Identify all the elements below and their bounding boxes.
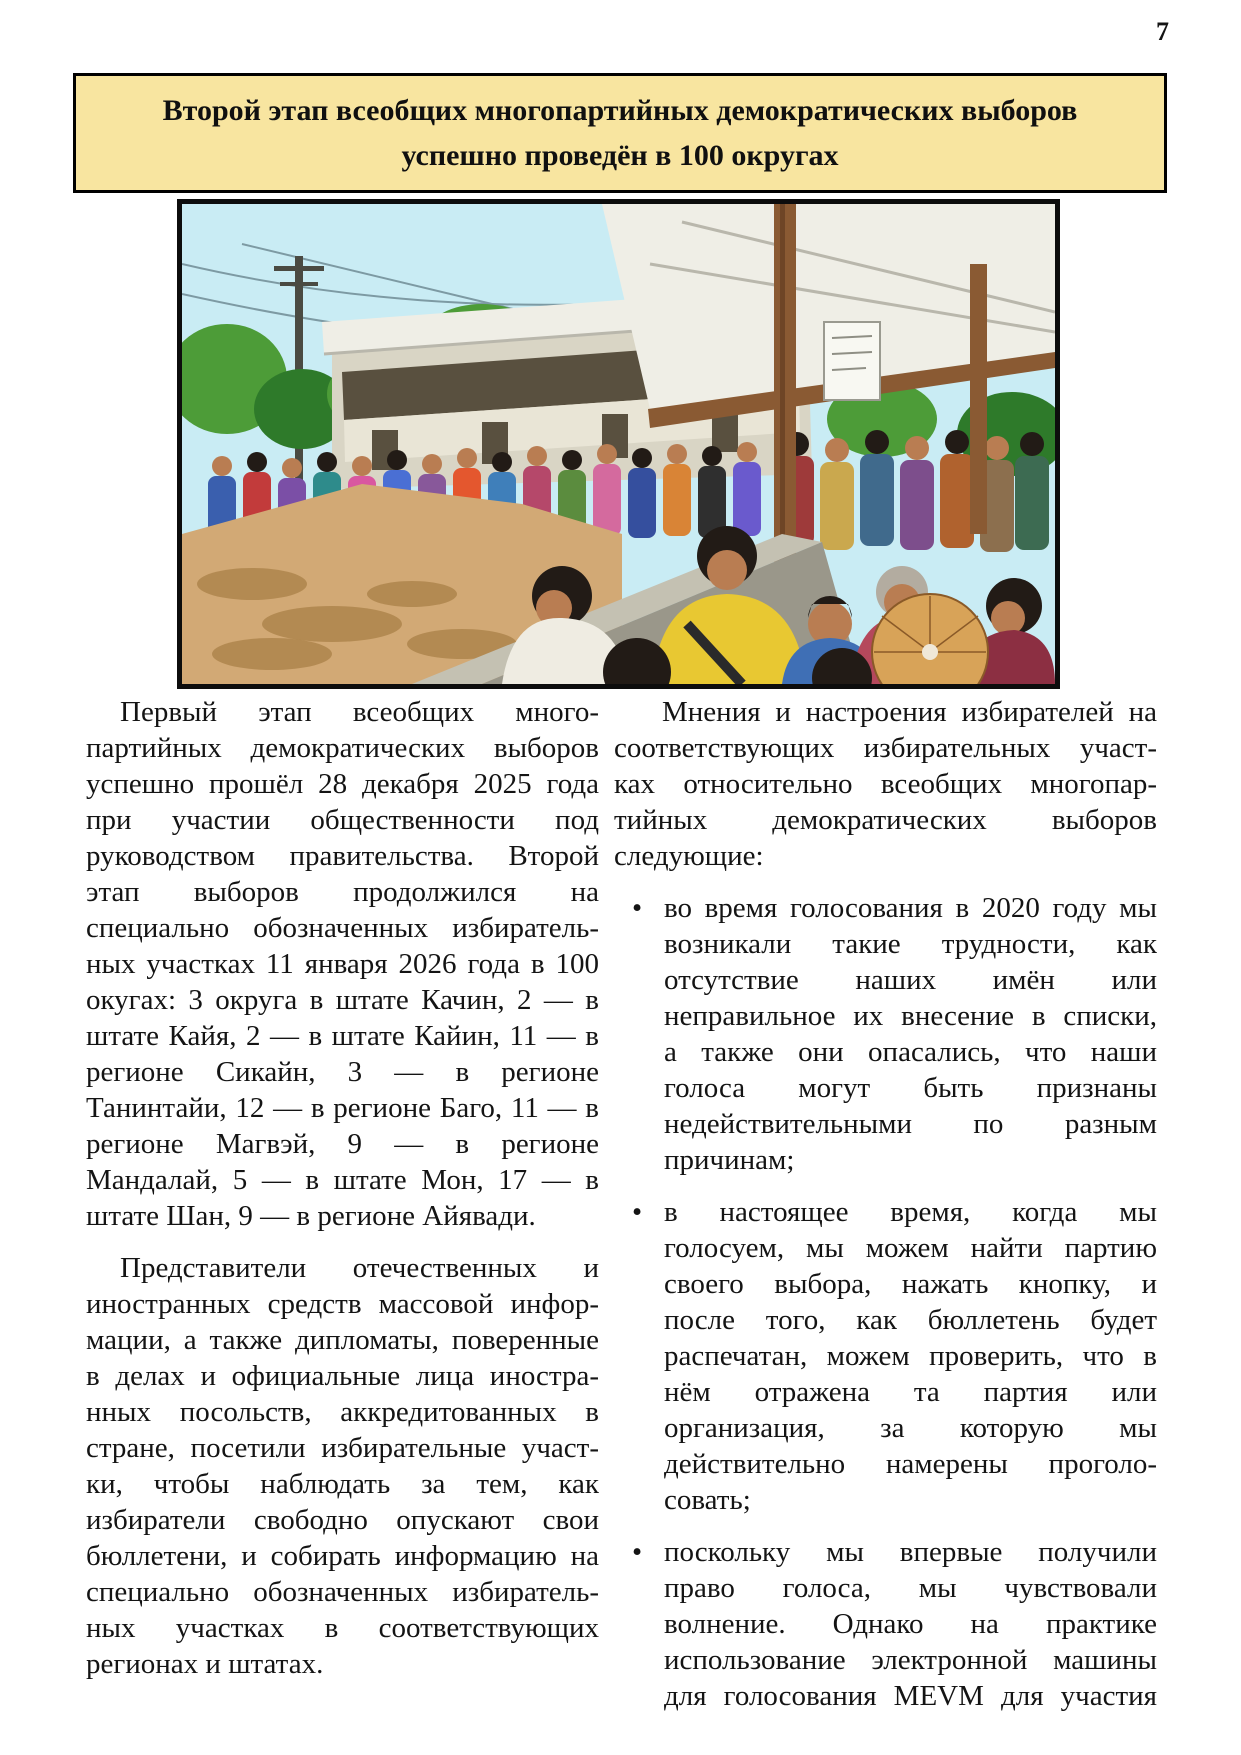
- text-line: голоса могут быть признаны: [664, 1072, 1157, 1104]
- text-line: нных посольств, аккредитованных в: [86, 1396, 599, 1428]
- text-line: штате Шан, 9 — в регионе Айявади.: [86, 1200, 536, 1232]
- polling-station-photo: [177, 199, 1060, 689]
- paragraph: [664, 1194, 1157, 1518]
- bullet-list-item: [614, 890, 1157, 1178]
- bullet-text: [664, 1194, 1157, 1518]
- text-line: голосуем, мы можем найти партию: [664, 1232, 1157, 1264]
- text-line: ки, чтобы наблюдать за тем, как: [86, 1468, 599, 1500]
- text-line: ных участках в соответствующих: [86, 1612, 599, 1644]
- text-line: Первый этап всеобщих много-: [120, 696, 599, 728]
- text-line: мации, а также дипломаты, поверенные: [86, 1324, 599, 1356]
- text-line: Танинтайи, 12 — в регионе Баго, 11 — в: [86, 1092, 599, 1124]
- polling-station-photo-illustration: [182, 204, 1055, 684]
- text-line: причинам;: [664, 1144, 795, 1176]
- right-column-intro: [614, 694, 1157, 874]
- text-line: избиратели свободно опускают свои: [86, 1504, 599, 1536]
- text-line: регионе Магвэй, 9 — в регионе: [86, 1128, 599, 1160]
- text-line: возникали такие трудности, как: [664, 928, 1157, 960]
- text-line: нём отражена та партия или: [664, 1376, 1157, 1408]
- text-line: своего выбора, нажать кнопку, и: [664, 1268, 1157, 1300]
- text-line: для голосования MEVM для участия: [664, 1680, 1157, 1712]
- text-line: тийных демократических выборов: [614, 804, 1157, 836]
- text-line: а также они опасались, что наши: [664, 1036, 1157, 1068]
- text-line: при участии общественности под: [86, 804, 599, 836]
- text-line: Представители отечественных и: [120, 1252, 599, 1284]
- left-column: [86, 694, 599, 1698]
- text-line: волнение. Однако на практике: [664, 1608, 1157, 1640]
- text-line: поскольку мы впервые получили: [664, 1536, 1157, 1568]
- paragraph: [664, 1534, 1157, 1714]
- bullet-text: [664, 1534, 1157, 1714]
- text-line: действительно намерены проголо-: [664, 1448, 1157, 1480]
- text-line: успешно прошёл 28 декабря 2025 года: [86, 768, 599, 800]
- text-line: в настоящее время, когда мы: [664, 1196, 1157, 1228]
- bullet-text: [664, 890, 1157, 1178]
- page-number: 7: [1156, 17, 1169, 46]
- text-line: неправильное их внесение в списки,: [664, 1000, 1157, 1032]
- text-line: Мнения и настроения избирателей на: [662, 696, 1157, 728]
- headline-line-2: успешно проведён в 100 округах: [401, 139, 839, 172]
- paragraph: [664, 890, 1157, 1178]
- text-line: штате Кайя, 2 — в штате Кайин, 11 — в: [86, 1020, 599, 1052]
- text-line: регионе Сикайн, 3 — в регионе: [86, 1056, 599, 1088]
- text-line: организация, за которую мы: [664, 1412, 1157, 1444]
- text-line: специально обозначенных избиратель-: [86, 1576, 599, 1608]
- text-line: ных участках 11 января 2026 года в 100: [86, 948, 599, 980]
- paragraph: [86, 1250, 599, 1682]
- headline-line-1: Второй этап всеобщих многопартийных демократических выборов: [162, 94, 1078, 127]
- text-line: отсутствие наших имён или: [664, 964, 1157, 996]
- text-line: бюллетени, и собирать информацию на: [86, 1540, 599, 1572]
- paragraph: [86, 694, 599, 1234]
- text-line: во время голосования в 2020 году мы: [664, 892, 1157, 924]
- text-line: ках относительно всеобщих многопар-: [614, 768, 1157, 800]
- headline-banner: [73, 73, 1167, 193]
- right-column-bullets: [614, 890, 1157, 1714]
- text-line: право голоса, мы чувствовали: [664, 1572, 1157, 1604]
- text-line: иностранных средств массовой инфор-: [86, 1288, 599, 1320]
- text-line: в делах и официальные лица иностра-: [86, 1360, 599, 1392]
- text-line: специально обозначенных избиратель-: [86, 912, 599, 944]
- text-line: использование электронной машины: [664, 1644, 1157, 1676]
- text-line: регионах и штатах.: [86, 1648, 324, 1680]
- text-line: распечатан, можем проверить, что в: [664, 1340, 1157, 1372]
- bullet-icon: •: [632, 1536, 643, 1568]
- text-line: следующие:: [614, 840, 764, 872]
- bullet-list-item: [614, 1194, 1157, 1518]
- right-column: [614, 694, 1157, 1730]
- text-line: этап выборов продолжился на: [86, 876, 599, 908]
- bullet-list-item: [614, 1534, 1157, 1714]
- bullet-icon: •: [632, 892, 643, 924]
- text-line: руководством правительства. Второй: [86, 840, 599, 872]
- bullet-icon: •: [632, 1196, 643, 1228]
- text-line: соответствующих избирательных участ-: [614, 732, 1157, 764]
- text-line: Мандалай, 5 — в штате Мон, 17 — в: [86, 1164, 599, 1196]
- text-line: стране, посетили избирательные участ-: [86, 1432, 599, 1464]
- text-line: после того, как бюллетень будет: [664, 1304, 1157, 1336]
- paragraph: [614, 694, 1157, 874]
- text-line: окугах: 3 округа в штате Качин, 2 — в: [86, 984, 599, 1016]
- text-line: совать;: [664, 1484, 751, 1516]
- text-line: партийных демократических выборов: [86, 732, 599, 764]
- text-line: недействительными по разным: [664, 1108, 1157, 1140]
